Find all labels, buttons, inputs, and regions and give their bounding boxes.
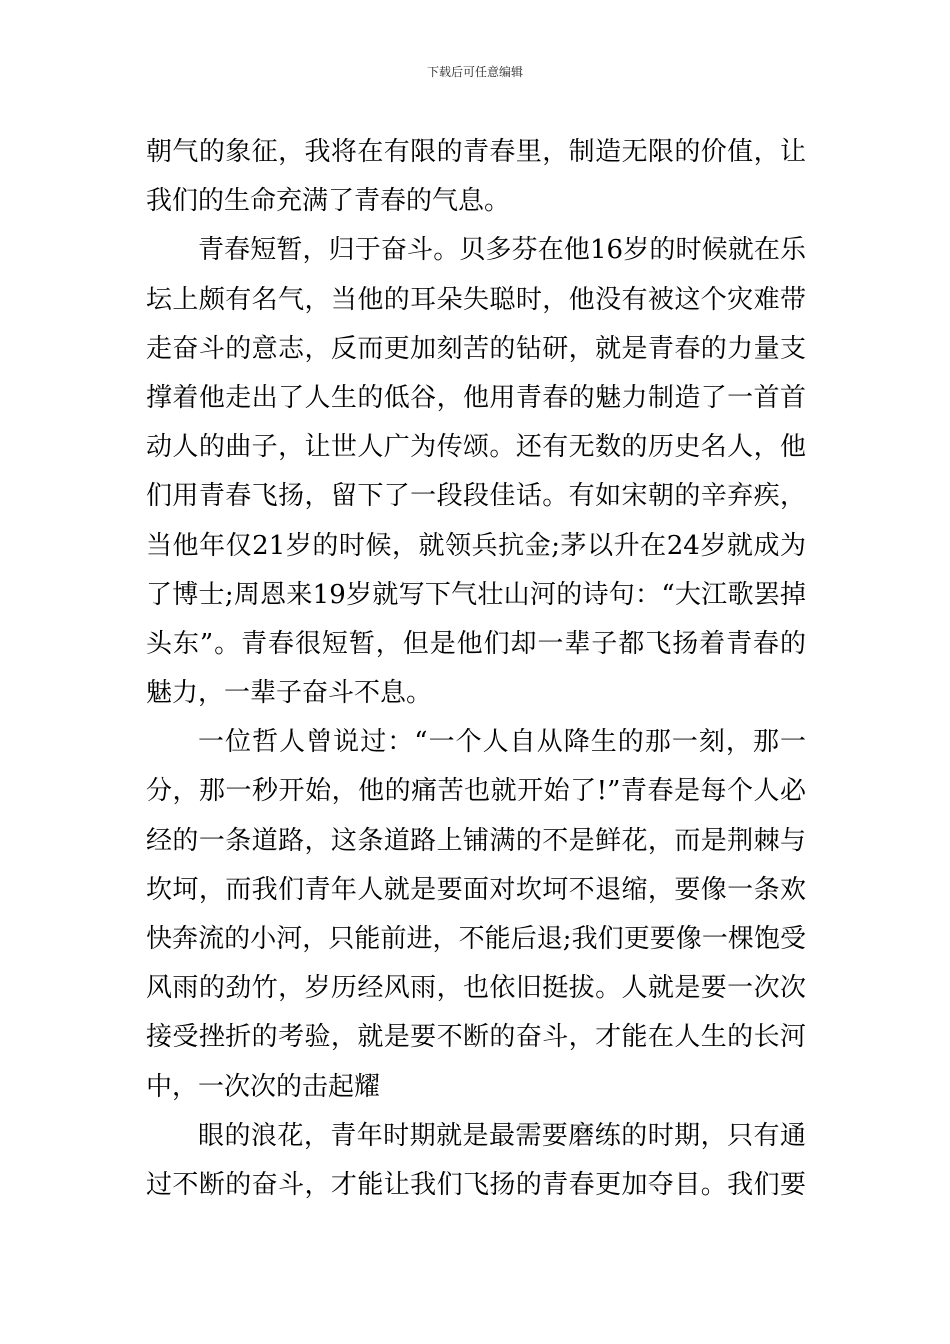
document-body	[146, 128, 806, 1210]
text-line: 动人的曲子，让世人广为传颂。还有无数的历史名人，他	[146, 432, 806, 463]
text-line: 坎坷，而我们青年人就是要面对坎坷不退缩，要像一条欢	[146, 874, 806, 905]
text-line: 经的一条道路，这条道路上铺满的不是鲜花，而是荆棘与	[146, 825, 806, 856]
page-header: 下载后可任意编辑	[426, 65, 523, 79]
text-line: 中，一次次的击起耀	[146, 1071, 381, 1102]
text-line: 魅力，一辈子奋斗不息。	[146, 678, 433, 709]
text-line: 当他年仅21岁的时候，就领兵抗金;茅以升在24岁就成为	[146, 530, 806, 561]
text-line: 过不断的奋斗，才能让我们飞扬的青春更加夺目。我们要	[146, 1169, 806, 1200]
text-line: 接受挫折的考验，就是要不断的奋斗，才能在人生的长河	[146, 1022, 806, 1053]
text-line: 朝气的象征，我将在有限的青春里，制造无限的价值，让	[146, 137, 806, 167]
text-line: 眼的浪花，青年时期就是最需要磨练的时期，只有通	[198, 1120, 806, 1151]
text-line: 坛上颇有名气，当他的耳朵失聪时，他没有被这个灾难带	[146, 284, 806, 315]
text-line: 快奔流的小河，只能前进，不能后退;我们更要像一棵饱受	[146, 924, 806, 954]
text-line: 头东”。青春很短暂，但是他们却一辈子都飞扬着青春的	[146, 628, 806, 659]
text-line: 们用青春飞扬，留下了一段段佳话。有如宋朝的辛弃疾，	[146, 481, 806, 512]
text-line: 一位哲人曾说过：“一个人自从降生的那一刻，那一	[198, 727, 806, 758]
text-line: 走奋斗的意志，反而更加刻苦的钻研，就是青春的力量支	[146, 333, 806, 364]
text-line: 风雨的劲竹，岁历经风雨，也依旧挺拔。人就是要一次次	[146, 973, 806, 1004]
text-line: 我们的生命充满了青春的气息。	[146, 186, 511, 217]
text-line: 撑着他走出了人生的低谷，他用青春的魅力制造了一首首	[146, 382, 806, 413]
text-line: 分，那一秒开始，他的痛苦也就开始了!”青春是每个人必	[146, 776, 806, 807]
text-line: 了博士;周恩来19岁就写下气壮山河的诗句：“大江歌罢掉	[146, 579, 806, 610]
text-line: 青春短暂，归于奋斗。贝多芬在他16岁的时候就在乐	[198, 235, 806, 266]
